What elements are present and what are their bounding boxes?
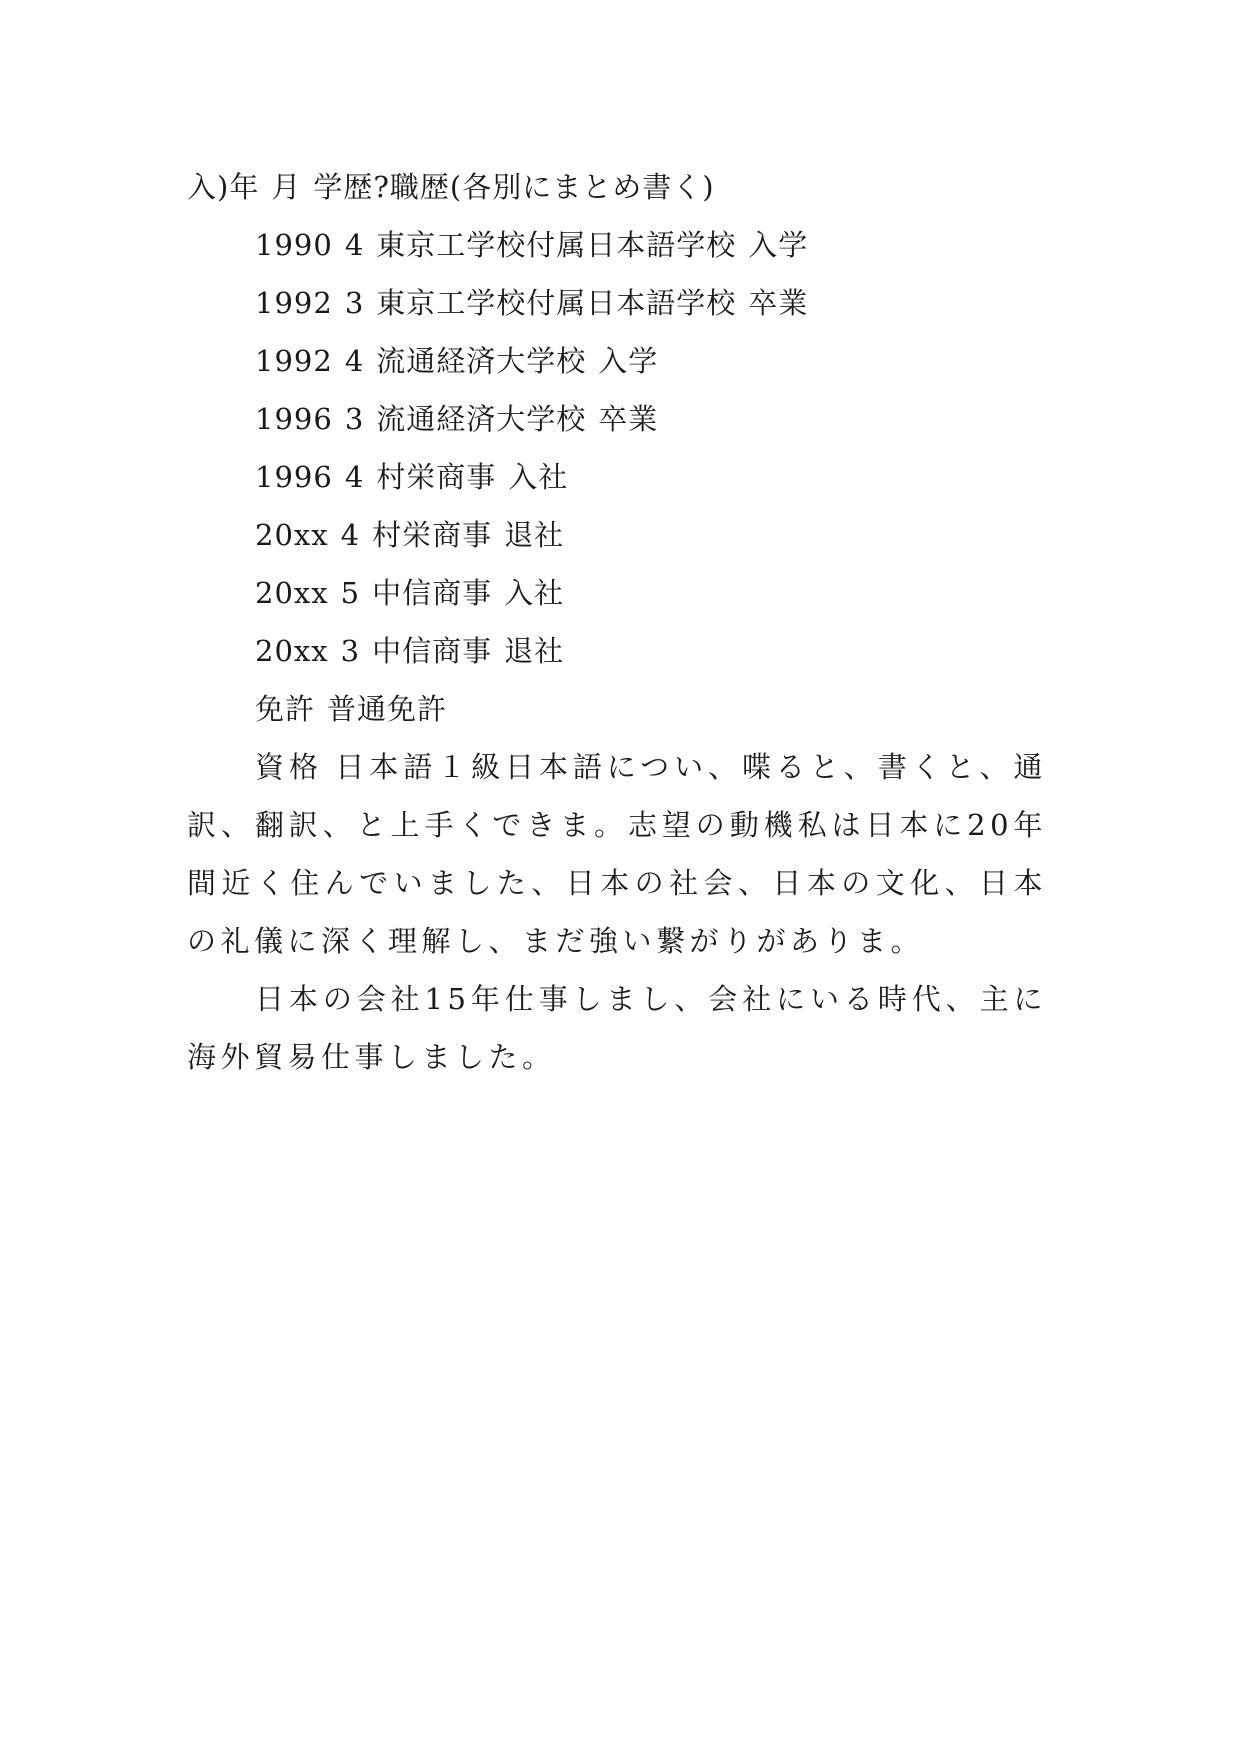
- entry-status: 入社: [504, 576, 565, 610]
- entry-year: 20xx: [255, 576, 329, 610]
- entry-year: 20xx: [255, 634, 329, 668]
- entry-month: 3: [344, 286, 365, 320]
- entry-month: 3: [340, 634, 361, 668]
- entry-status: 入学: [598, 344, 659, 378]
- entry-year: 20xx: [255, 518, 329, 552]
- entry-status: 卒業: [598, 402, 659, 436]
- entry-status: 入社: [508, 460, 569, 494]
- license-line: [187, 680, 1047, 738]
- license-value: 普通免許: [327, 692, 448, 726]
- entry-institution: 東京工学校付属日本語学校: [376, 286, 737, 320]
- history-entry: [187, 564, 1047, 622]
- entry-institution: 流通経済大学校: [376, 344, 587, 378]
- entry-institution: 東京工学校付属日本語学校: [376, 228, 737, 262]
- license-label: 免許: [255, 692, 316, 726]
- history-entry: [187, 390, 1047, 448]
- header-year-label: 入)年: [187, 170, 260, 204]
- entry-institution: 村栄商事: [376, 460, 497, 494]
- qualification-paragraph: [187, 738, 1047, 970]
- entry-month: 3: [344, 402, 365, 436]
- history-entry: [187, 448, 1047, 506]
- history-header: [187, 158, 1047, 216]
- closing-text: 日本の会社15年仕事しまし、会社にいる時代、主に海外貿易仕事しました。: [187, 982, 1047, 1074]
- history-entry: [187, 622, 1047, 680]
- entry-year: 1990: [255, 228, 333, 262]
- entry-status: 退社: [504, 634, 565, 668]
- entry-status: 退社: [504, 518, 565, 552]
- entry-status: 入学: [748, 228, 809, 262]
- entry-institution: 流通経済大学校: [376, 402, 587, 436]
- closing-paragraph: [187, 970, 1047, 1086]
- entry-year: 1996: [255, 402, 333, 436]
- entry-institution: 中信商事: [372, 576, 493, 610]
- entry-month: 5: [340, 576, 361, 610]
- entry-year: 1992: [255, 286, 333, 320]
- entry-institution: 村栄商事: [372, 518, 493, 552]
- entry-year: 1996: [255, 460, 333, 494]
- entry-month: 4: [344, 344, 365, 378]
- qualification-label: 資格: [255, 750, 323, 784]
- history-entry: [187, 332, 1047, 390]
- entry-year: 1992: [255, 344, 333, 378]
- resume-content: [187, 158, 1047, 1086]
- header-month-label: 月: [271, 170, 302, 204]
- entry-month: 4: [340, 518, 361, 552]
- header-history-label: 学歴?職歴(各別にまとめ書く): [313, 170, 715, 204]
- entry-institution: 中信商事: [372, 634, 493, 668]
- history-entry: [187, 216, 1047, 274]
- entry-month: 4: [344, 228, 365, 262]
- history-entry: [187, 274, 1047, 332]
- history-entry: [187, 506, 1047, 564]
- entry-status: 卒業: [748, 286, 809, 320]
- entry-month: 4: [344, 460, 365, 494]
- qualification-text: 日本語１級日本語につい、喋ると、書くと、通訳、翻訳、と上手くできま。志望の動機私は日本に20年間近く住んでいました、日本の社会、日本の文化、日本の礼儀に深く理解し、まだ強い繋がりがありま。: [187, 750, 1047, 958]
